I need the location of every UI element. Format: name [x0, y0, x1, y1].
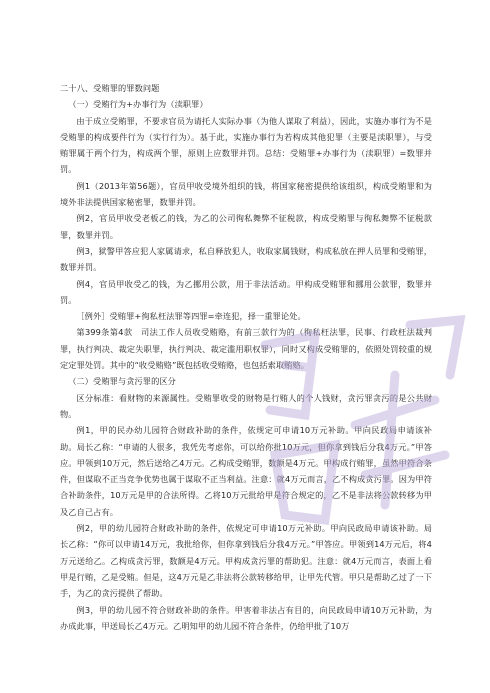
exception-paragraph: ［例外］受贿罪+徇私枉法罪等四罪=牵连犯，择一重罪论处。: [76, 311, 306, 322]
subsection-heading: （二）受贿罪与贪污罪的区分: [68, 376, 176, 387]
statute-paragraph: 第399条第4款 司法工作人员收受贿赂，有前三款行为的（徇私枉法罪，民事、行政枉法裁判罪，执行判决、裁定失职罪，执行判决、裁定滥用职权罪），同时又构成受贿罪的，依照处罚较重的规定定罪处罚。其中的“收受贿赂”既包括收受贿赂，也包括索取贿赂。: [60, 327, 432, 371]
paragraph: 由于成立受贿罪，不要求官员为请托人实际办事（为他人谋取了利益），因此，实施办事行为不是受贿罪的构成要件行为（实行行为）。基于此，实施办事行为若构成其他犯罪（主要是渎职罪），与受贿罪属于两个行为，构成两个罪，原则上应数罪并罚。总结：受贿罪+办事行为（渎职罪）=数罪并罚。: [60, 115, 432, 175]
paragraph: 区分标准：看财物的来源属性。受贿罪收受的财物是行贿人的个人钱财，贪污罪贪污的是公共财物。: [60, 392, 432, 419]
example-paragraph: 例1，甲的民办幼儿园符合财政补助的条件，依规定可申请10万元补助。甲向民政局申请该补助。局长乙称：“申请的人很多，我凭先考虑你，可以给你批10万元，但你拿到钱后分我4万元。”甲答应。甲领到10万元，然后送给乙4万元。乙构成受贿罪，数额是4万元。甲构成行贿罪，虽然甲符合条件，但谋取不正当竞争优势也属于谋取不正当利益。注意：就4万元而言，乙不构成贪污罪。因为甲符合补助条件，10万元是甲的合法所得。乙将10万元批给甲是符合规定的，乙不是非法将公款转移为甲及乙自己占有。: [60, 425, 432, 517]
document-body: [60, 80, 432, 634]
subsection-heading: （一）受贿行为+办事行为（渎职罪）: [68, 99, 208, 110]
example-paragraph: 例2，官员甲收受老板乙的钱，为乙的公司徇私舞弊不征税款，构成受贿罪与徇私舞弊不征税款罪，数罪并罚。: [60, 213, 432, 240]
example-paragraph: 例3，甲的幼儿园不符合财政补助的条件。甲害着非法占有目的，向民政局申请10万元补助，为办成此事，甲送局长乙4万元。乙明知甲的幼儿园不符合条件，仍给甲批了10万: [60, 604, 432, 631]
example-paragraph: 例1（2013年第56题），官员甲收受境外组织的钱，将国家秘密提供给该组织，构成受贿罪和为境外非法提供国家秘密罪，数罪并罚。: [60, 180, 432, 208]
example-paragraph: 例4，官员甲收受乙的钱，为乙挪用公款，用于非法活动。甲构成受贿罪和挪用公款罪，数罪并罚。: [60, 278, 432, 305]
example-paragraph: 例2，甲的幼儿园符合财政补助的条件，依规定可申请10万元补助。甲向民政局申请该补助。局长乙称：“你可以申请14万元，我批给你，但你拿到钱后分我4万元。”甲答应。甲领到14万元后，将4万元送给乙。乙构成贪污罪，数额是4万元。甲构成贪污罪的帮助犯。注意：就4万元而言，表面上看甲是行贿，乙是受贿。但是，这4万元是乙非法将公款转移给甲，让甲先代管。甲只是帮助乙过了一下手，为乙的贪污提供了帮助。: [60, 523, 432, 599]
section-title: 二十八、受贿罪的罪数问题: [60, 83, 160, 93]
example-paragraph: 例3，狱警甲答应犯人家属请求，私自释放犯人，收取家属钱财，构成私放在押人员罪和受贿罪，数罪并罚。: [60, 245, 432, 273]
